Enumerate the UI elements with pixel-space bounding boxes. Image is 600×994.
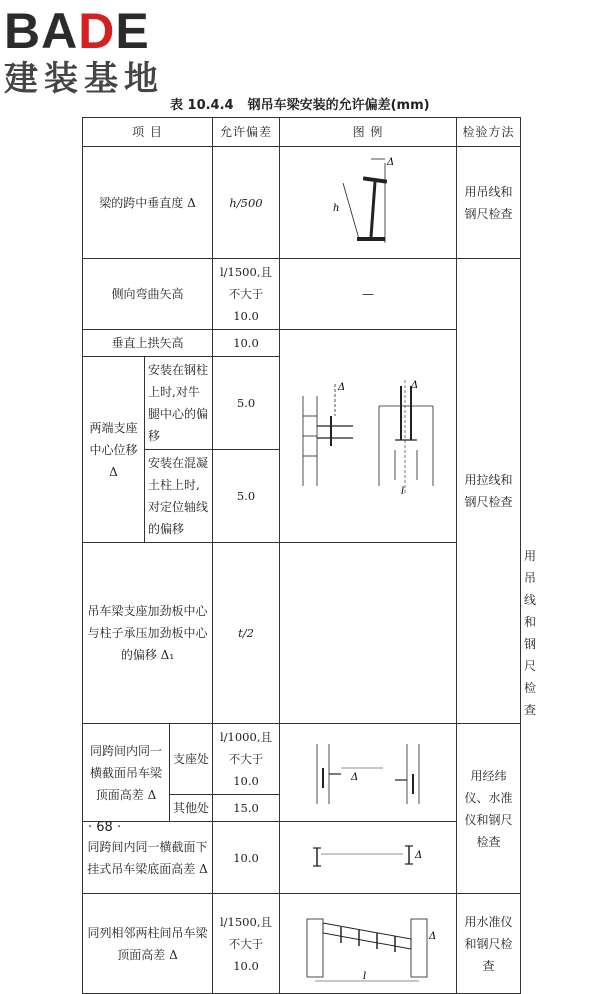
fig-adjacent-l: l (363, 970, 367, 982)
fig-delta-label: Δ (387, 156, 395, 168)
figure-stiffener-offset (280, 543, 457, 724)
tol-concrete-col: 5.0 (213, 450, 280, 543)
method-4: 用经纬仪、水准仪和钢尺检查 (457, 724, 521, 894)
tol-stiffener-offset: t/2 (213, 543, 280, 724)
tol-midspan-vertical: h/500 (213, 147, 280, 259)
fig-support-delta1: Δ (411, 380, 419, 391)
tol-vertical-camber: 10.0 (213, 330, 280, 357)
figure-support-offset (280, 330, 457, 543)
item-lateral-camber: 侧向弯曲矢高 (83, 259, 213, 330)
figure-adjacent-columns (280, 894, 457, 994)
table-caption (170, 94, 430, 113)
table-row (83, 894, 521, 994)
table-row (83, 724, 521, 795)
figure-top-elevation (280, 724, 457, 822)
header-figure: 图 例 (280, 118, 457, 147)
group-top-elevation: 同跨间内同一横截面吊车梁顶面高差 Δ (83, 724, 170, 822)
method-1: 用吊线和钢尺检查 (457, 147, 521, 259)
logo-wordmark: BADE (4, 3, 150, 59)
figure-midspan-vertical (280, 147, 457, 259)
fig-h-label: h (333, 202, 340, 214)
item-adjacent-columns: 同列相邻两柱间吊车梁顶面高差 Δ (83, 894, 213, 994)
item-concrete-col: 安装在混凝土柱上时,对定位轴线的偏移 (145, 450, 213, 543)
header-row (83, 118, 521, 147)
item-midspan-vertical: 梁的跨中垂直度 Δ (83, 147, 213, 259)
table-row: 吊车梁支座加劲板中心与柱子承压加劲板中心的偏移 Δ₁ t/2 用吊线和钢尺检查 (83, 543, 521, 724)
fig-support-delta: Δ (338, 382, 346, 393)
brand-logo (4, 3, 164, 99)
label-other: 其他处 (170, 795, 213, 822)
tol-lateral-camber: l/1500,且不大于 10.0 (213, 259, 280, 330)
group-support-offset: 两端支座中心位移 Δ (83, 357, 145, 543)
label-support: 支座处 (170, 724, 213, 795)
tolerance-table (82, 117, 537, 994)
header-tolerance: 允许偏差 (213, 118, 280, 147)
item-vertical-camber: 垂直上拱矢高 (83, 330, 213, 357)
support-offset-diagram (283, 376, 453, 496)
bottom-elevation-diagram (303, 838, 433, 878)
fig-top-delta: Δ (351, 771, 359, 783)
table-number: 表 10.4.4 (170, 98, 234, 113)
table-row (83, 147, 521, 259)
fig-support-l: l (401, 486, 405, 496)
header-method: 检验方法 (457, 118, 521, 147)
top-elevation-diagram (303, 738, 433, 808)
header-item: 项 目 (83, 118, 213, 147)
adjacent-columns-diagram (293, 899, 443, 989)
tol-top-other: 15.0 (213, 795, 280, 822)
tol-steel-col: 5.0 (213, 357, 280, 450)
table-row (83, 330, 521, 357)
tol-adjacent-columns: l/1500,且不大于 10.0 (213, 894, 280, 994)
logo-subtitle: 建装基地 (4, 59, 164, 99)
fig-bottom-delta: Δ (415, 849, 423, 861)
item-stiffener-offset: 吊车梁支座加劲板中心与柱子承压加劲板中心的偏移 Δ₁ (83, 543, 213, 724)
method-2: 用拉线和钢尺检查 (457, 259, 521, 724)
table-row (83, 822, 521, 894)
table-title: 钢吊车梁安装的允许偏差(mm) (247, 98, 430, 113)
i-beam-tilt-diagram (323, 153, 413, 253)
method-5: 用水准仪和钢尺检查 (457, 894, 521, 994)
tol-top-support: l/1000,且不大于 10.0 (213, 724, 280, 795)
item-bottom-elevation: 同跨间内同一横截面下挂式吊车梁底面高差 Δ (83, 822, 213, 894)
item-steel-col: 安装在钢柱上时,对牛腿中心的偏移 (145, 357, 213, 450)
figure-bottom-elevation (280, 822, 457, 894)
fig-adjacent-delta: Δ (429, 930, 437, 942)
tol-bottom-elevation: 10.0 (213, 822, 280, 894)
page-number: · 68 · (88, 820, 122, 835)
table-row (83, 259, 521, 330)
figure-lateral-camber: — (280, 259, 457, 330)
